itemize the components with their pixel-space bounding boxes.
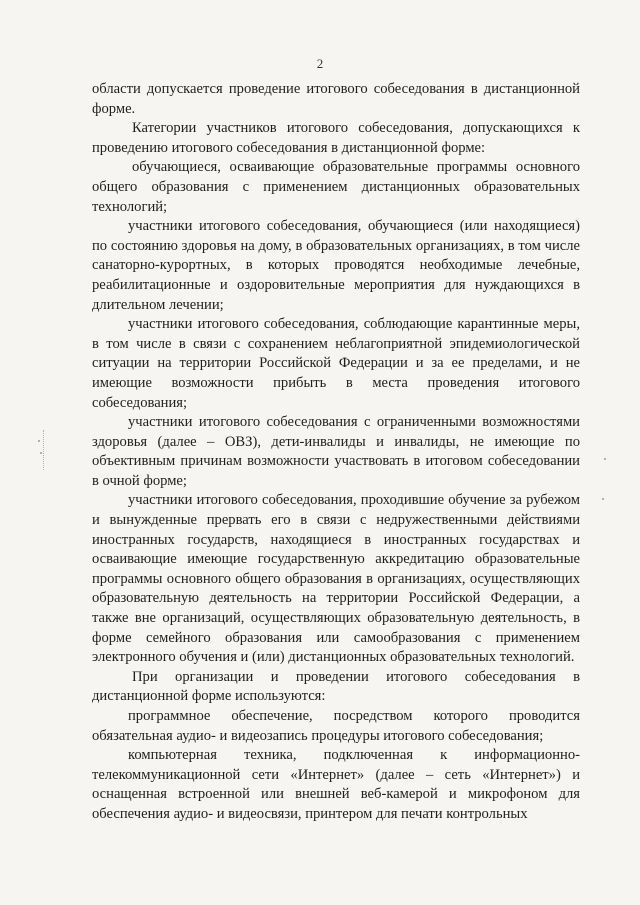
list-item-abroad: участники итогового собеседования, проходившие обучение за рубежом и вынужденные прервать его в связи с недружественными действиями иностранных государств, находящиеся в иностранных государствах и осваивающие имеющие государственную аккредитацию образовательные программы основного общего образования в организациях, осуществляющих образовательную деятельность на территории Российской Федерации, а также вне организаций, осуществляющих образовательную деятельность, в форме семейного образования или самообразования с применением электронного обучения и (или) дистанционных образовательных технологий. xyxy=(92,492,580,666)
scan-speck xyxy=(38,440,40,442)
list-item-quarantine: участники итогового собеседования, соблюдающие карантинные меры, в том числе в связи с сохранением неблагоприятной эпидемиологической ситуации на территории Российской Федерации и за ее пределами, и не имеющие возможности прибыть в места проведения итогового собеседования; xyxy=(92,316,580,411)
list-item-distance-learners: обучающиеся, осваивающие образовательные программы основного общего образования с применением дистанционных образовательных технологий; xyxy=(92,159,580,215)
paragraph-continuation: области допускается проведение итогового собеседования в дистанционной форме. xyxy=(92,81,580,117)
list-item-hardware: компьютерная техника, подключенная к информационно-телекоммуникационной сети «Интернет» (далее – сеть «Интернет») и оснащенная встроенной или внешней веб-камерой и микрофоном для обеспечения аудио- и видеосвязи, принтером для печати контрольных xyxy=(92,747,580,822)
page-number: 2 xyxy=(316,56,324,71)
scan-margin-mark xyxy=(43,430,45,470)
list-item-home-health: участники итогового собеседования, обучающиеся (или находящиеся) по состоянию здоровья на дому, в образовательных организациях, в том числе санаторно-курортных, в которых проводятся необходимые лечебные, реабилитационные и оздоровительные мероприятия для нуждающихся в длительном лечении; xyxy=(92,218,580,313)
list-item-software: программное обеспечение, посредством которого проводится обязательная аудио- и видеозапись процедуры итогового собеседования; xyxy=(92,708,580,744)
paragraph-tools-intro: При организации и проведении итогового собеседования в дистанционной форме используются: xyxy=(92,668,580,705)
scan-speck xyxy=(604,458,606,460)
paragraph-categories-intro: Категории участников итогового собеседования, допускающихся к проведению итогового собеседования в дистанционной форме: xyxy=(92,120,580,156)
scan-speck xyxy=(40,452,42,454)
document-body xyxy=(92,80,580,825)
scan-speck xyxy=(602,498,604,500)
list-item-disabilities: участники итогового собеседования с ограниченными возможностями здоровья (далее – ОВЗ), дети-инвалиды и инвалиды, не имеющие по объективным причинам возможности участвовать в итоговом собеседовании в очной форме; xyxy=(92,414,580,489)
